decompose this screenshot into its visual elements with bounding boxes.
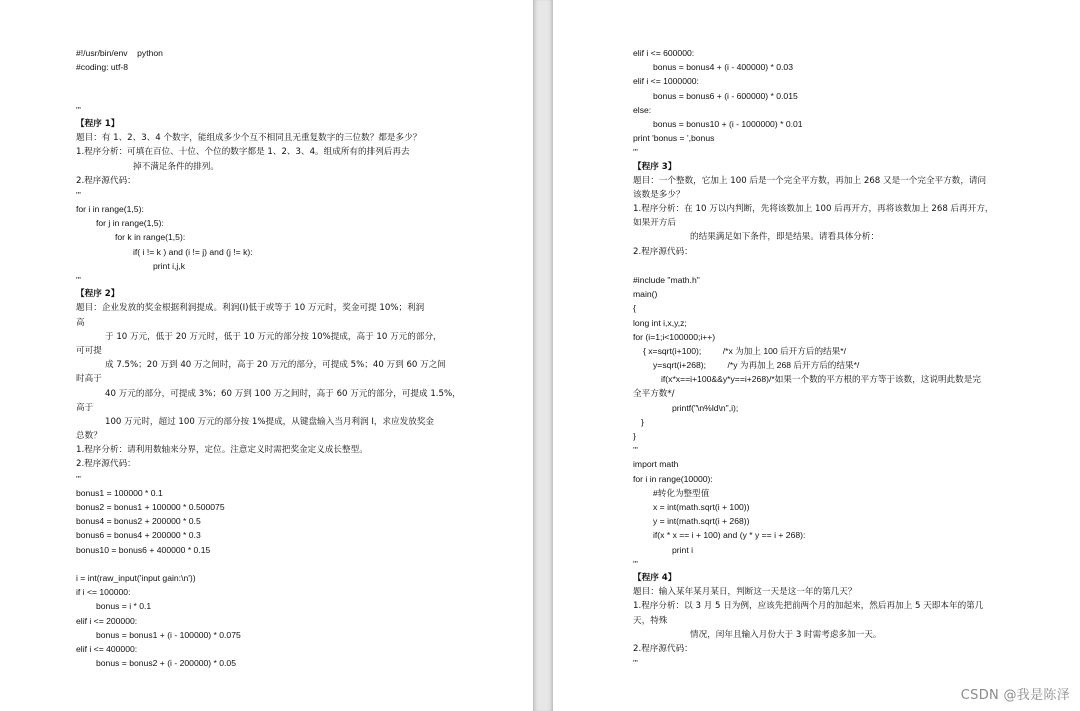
code-line: bonus = bonus4 + (i - 400000) * 0.03 <box>653 62 793 73</box>
text-line: 全平方数*/ <box>633 388 675 399</box>
text-line: 1.程序分析：以 3 月 5 日为例，应该先把前两个月的加起来，然后再加上 5 天即本年的第几 <box>633 601 984 612</box>
right-page-content <box>633 46 1023 670</box>
text-line: 2.程序源代码： <box>633 246 693 257</box>
section-heading: 【程序 3】 <box>633 161 677 172</box>
code-line: i = int(raw_input('input gain:\n')) <box>76 572 196 583</box>
text-line: 1.程序分析：在 10 万以内判断，先将该数加上 100 后再开方，再将该数加上 268 后再开方， <box>633 204 994 215</box>
code-line: for i in range(10000): <box>633 473 713 484</box>
text-line: 的结果满足如下条件，即是结果。请看具体分析： <box>690 232 880 243</box>
code-line: import math <box>633 459 679 470</box>
text-line: #coding: utf-8 <box>76 62 129 73</box>
blank-line <box>633 259 1023 273</box>
text-line: 情况，闰年且输入月份大于 3 时需考虑多加一天。 <box>690 629 882 640</box>
text-line: 1.程序分析：请利用数轴来分界，定位。注意定义时需把奖金定义成长整型。 <box>76 445 368 456</box>
code-line: } <box>633 431 636 442</box>
text-line: ''' <box>633 658 638 669</box>
blank-line <box>76 89 476 103</box>
code-line: { x=sqrt(i+100); /*x 为加上 100 后开方后的结果*/ <box>643 345 846 356</box>
text-line: 题目：输入某年某月某日，判断这一天是这一年的第几天？ <box>633 587 857 598</box>
code-line: elif i <= 200000: <box>76 615 138 626</box>
text-line: 可可提 <box>76 345 102 356</box>
code-line: bonus = bonus2 + (i - 200000) * 0.05 <box>96 658 236 669</box>
code-line: print 'bonus = ',bonus <box>633 133 715 144</box>
code-line: bonus10 = bonus6 + 400000 * 0.15 <box>76 544 211 555</box>
text-line: 2.程序源代码： <box>76 175 136 186</box>
text-line: 40 万元的部分，可提成 3%；60 万到 100 万之间时，高于 60 万元的部分，可提成 1.5%， <box>105 388 461 399</box>
code-line: for (i=1;i<100000;i++) <box>633 331 716 342</box>
text-line: 时高于 <box>76 374 102 385</box>
code-line: if(x * x == i + 100) and (y * y == i + 268): <box>653 530 806 541</box>
code-line: #转化为整型值 <box>653 487 710 498</box>
code-line: for j in range(1,5): <box>96 218 164 229</box>
text-line: 题目：一个整数，它加上 100 后是一个完全平方数，再加上 268 又是一个完全平方数，请问 <box>633 175 987 186</box>
text-line: 100 万元时，超过 100 万元的部分按 1%提成，从键盘输入当月利润 I，求应发放奖金 <box>105 416 435 427</box>
code-line: bonus6 = bonus4 + 200000 * 0.3 <box>76 530 201 541</box>
page-gutter <box>533 0 553 711</box>
code-line: #include "math.h" <box>633 275 700 285</box>
text-line: 1.程序分析：可填在百位、十位、个位的数字都是 1、2、3、4。组成所有的排列后再去 <box>76 147 410 158</box>
text-line: ''' <box>633 147 638 158</box>
text-line: #!/usr/bin/env python <box>76 48 163 58</box>
text-line: 成 7.5%；20 万到 40 万之间时，高于 20 万元的部分，可提成 5%；40 万到 60 万之间 <box>105 360 446 371</box>
section-heading: 【程序 2】 <box>76 289 120 300</box>
left-page-content <box>76 46 476 670</box>
section-heading: 【程序 1】 <box>76 118 120 129</box>
text-line: ''' <box>633 445 638 456</box>
text-line: 题目：企业发放的奖金根据利润提成。利润(I)低于或等于 10 万元时，奖金可提 10%；利润 <box>76 303 425 314</box>
left-page <box>0 0 533 711</box>
code-line: { <box>633 303 636 314</box>
code-line: } <box>641 416 644 427</box>
code-line: if i <= 100000: <box>76 587 131 598</box>
code-line: printf("\n%ld\n",i); <box>672 402 739 413</box>
section-heading: 【程序 4】 <box>633 572 677 583</box>
text-line: ''' <box>76 104 81 115</box>
text-line: ''' <box>76 473 81 484</box>
code-line: long int i,x,y,z; <box>633 317 687 328</box>
text-line: 天，特殊 <box>633 615 668 626</box>
code-line: x = int(math.sqrt(i + 100)) <box>653 502 750 512</box>
code-line: bonus = i * 0.1 <box>96 601 152 612</box>
code-line: y=sqrt(i+268); /*y 为再加上 268 后开方后的结果*/ <box>653 360 860 371</box>
code-line: elif i <= 600000: <box>633 48 695 58</box>
text-line: 该数是多少？ <box>633 189 685 200</box>
code-line: main() <box>633 289 658 300</box>
text-line: 题目：有 1、2、3、4 个数字，能组成多少个互不相同且无重复数字的三位数？都是多少？ <box>76 133 422 144</box>
text-line: 高于 <box>76 402 94 413</box>
text-line: 于 10 万元，低于 20 万元时，低于 10 万元的部分按 10%提成，高于 10 万元的部分， <box>105 331 442 342</box>
code-line: print i <box>672 544 694 555</box>
code-line: print i,j,k <box>153 260 185 271</box>
right-page <box>553 0 1080 711</box>
code-line: bonus1 = 100000 * 0.1 <box>76 487 163 498</box>
code-line: else: <box>633 104 652 115</box>
code-line: y = int(math.sqrt(i + 268)) <box>653 516 750 527</box>
code-line: bonus = bonus10 + (i - 1000000) * 0.01 <box>653 118 803 129</box>
text-line: ''' <box>76 189 81 200</box>
blank-line <box>76 74 476 88</box>
text-line: 2.程序源代码： <box>633 643 693 654</box>
code-line: bonus4 = bonus2 + 200000 * 0.5 <box>76 516 201 527</box>
text-line: 2.程序源代码： <box>76 459 136 470</box>
code-line: bonus = bonus1 + (i - 100000) * 0.075 <box>96 629 241 640</box>
code-line: if( i != k ) and (i != j) and (j != k): <box>133 246 253 257</box>
text-line: 掉不满足条件的排列。 <box>133 161 219 172</box>
code-line: elif i <= 1000000: <box>633 76 699 87</box>
code-line: elif i <= 400000: <box>76 643 138 654</box>
text-line: ''' <box>633 558 638 569</box>
code-line: bonus2 = bonus1 + 100000 * 0.500075 <box>76 502 225 512</box>
text-line: 如果开方后 <box>633 218 676 229</box>
text-line: 高 <box>76 317 85 328</box>
text-line: 总数？ <box>76 431 102 442</box>
text-line: ''' <box>76 275 81 285</box>
code-line: if(x*x==i+100&&y*y==i+268)/*如果一个数的平方根的平方等于该数，这说明此数是完 <box>661 374 981 385</box>
code-line: for i in range(1,5): <box>76 204 144 215</box>
blank-line <box>76 557 476 571</box>
code-line: for k in range(1,5): <box>115 232 186 243</box>
csdn-watermark: CSDN @我是陈泽 <box>960 688 1070 703</box>
code-line: bonus = bonus6 + (i - 600000) * 0.015 <box>653 90 798 101</box>
